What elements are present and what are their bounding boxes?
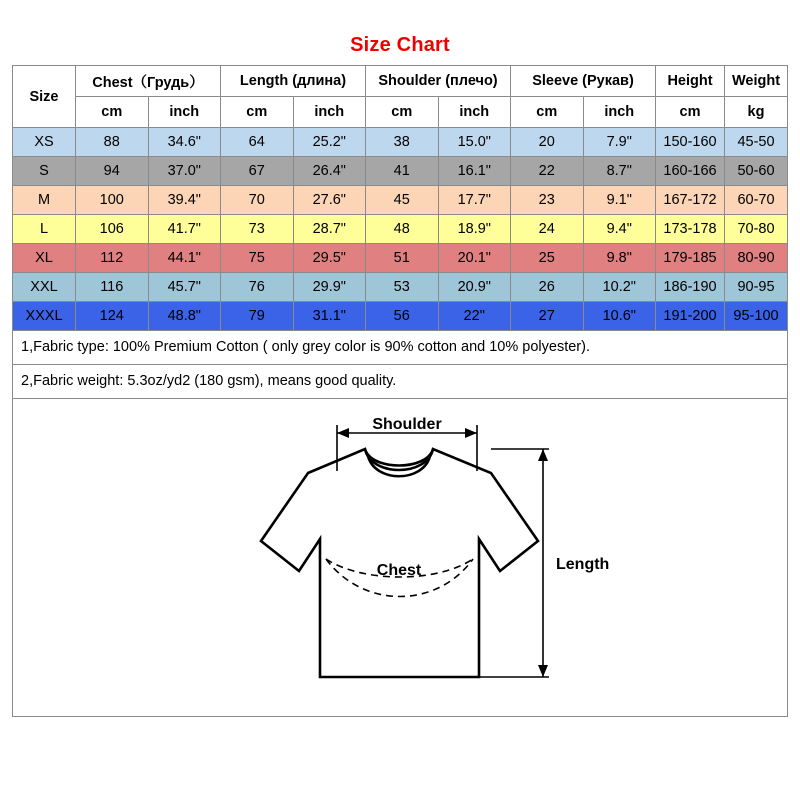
note-fabric-type: 1,Fabric type: 100% Premium Cotton ( only grey color is 90% cotton and 10% polyester).: [12, 331, 788, 365]
page-title: Size Chart: [350, 34, 450, 56]
cell-value: 48: [366, 215, 439, 244]
cell-value: 39.4": [148, 186, 221, 215]
cell-value: 37.0": [148, 157, 221, 186]
cell-value: 23: [511, 186, 584, 215]
cell-value: 9.1": [583, 186, 656, 215]
unit-length-cm: cm: [221, 97, 294, 128]
unit-weight-kg: kg: [725, 97, 788, 128]
cell-value: 22": [438, 302, 511, 331]
cell-size: XXL: [13, 273, 76, 302]
cell-value: 50-60: [725, 157, 788, 186]
cell-value: 34.6": [148, 128, 221, 157]
table-unit-header-row: [13, 97, 788, 128]
cell-value: 44.1": [148, 244, 221, 273]
cell-value: 29.5": [293, 244, 366, 273]
cell-value: 94: [76, 157, 149, 186]
cell-value: 41: [366, 157, 439, 186]
cell-value: 70-80: [725, 215, 788, 244]
cell-value: 67: [221, 157, 294, 186]
cell-value: 17.7": [438, 186, 511, 215]
header-chest: Chest（Грудь）: [76, 66, 221, 97]
header-shoulder: Shoulder (плечо): [366, 66, 511, 97]
cell-value: 38: [366, 128, 439, 157]
cell-value: 45-50: [725, 128, 788, 157]
table-row: [13, 186, 788, 215]
unit-sleeve-cm: cm: [511, 97, 584, 128]
length-label: Length: [556, 556, 610, 573]
unit-chest-cm: cm: [76, 97, 149, 128]
cell-value: 79: [221, 302, 294, 331]
table-row: [13, 273, 788, 302]
cell-size: XXXL: [13, 302, 76, 331]
unit-height-cm: cm: [656, 97, 725, 128]
table-group-header-row: [13, 66, 788, 97]
unit-shoulder-cm: cm: [366, 97, 439, 128]
cell-value: 18.9": [438, 215, 511, 244]
cell-value: 27: [511, 302, 584, 331]
cell-value: 29.9": [293, 273, 366, 302]
cell-value: 186-190: [656, 273, 725, 302]
cell-size: XS: [13, 128, 76, 157]
note-fabric-weight: 2,Fabric weight: 5.3oz/yd2 (180 gsm), means good quality.: [12, 365, 788, 399]
cell-value: 70: [221, 186, 294, 215]
cell-value: 48.8": [148, 302, 221, 331]
cell-value: 25.2": [293, 128, 366, 157]
cell-value: 20: [511, 128, 584, 157]
cell-value: 179-185: [656, 244, 725, 273]
cell-size: L: [13, 215, 76, 244]
cell-value: 100: [76, 186, 149, 215]
cell-value: 75: [221, 244, 294, 273]
table-row: [13, 302, 788, 331]
unit-length-inch: inch: [293, 97, 366, 128]
header-sleeve: Sleeve (Рукав): [511, 66, 656, 97]
cell-value: 45.7": [148, 273, 221, 302]
size-table-head: [13, 66, 788, 128]
cell-size: XL: [13, 244, 76, 273]
cell-value: 16.1": [438, 157, 511, 186]
cell-size: M: [13, 186, 76, 215]
header-size: Size: [13, 66, 76, 128]
cell-value: 88: [76, 128, 149, 157]
cell-value: 73: [221, 215, 294, 244]
cell-value: 20.1": [438, 244, 511, 273]
cell-value: 53: [366, 273, 439, 302]
cell-value: 9.4": [583, 215, 656, 244]
cell-value: 124: [76, 302, 149, 331]
header-length: Length (длина): [221, 66, 366, 97]
cell-value: 25: [511, 244, 584, 273]
cell-value: 76: [221, 273, 294, 302]
cell-value: 56: [366, 302, 439, 331]
header-height: Height: [656, 66, 725, 97]
cell-value: 150-160: [656, 128, 725, 157]
length-measure-arrow: [479, 449, 549, 677]
cell-value: 24: [511, 215, 584, 244]
cell-value: 15.0": [438, 128, 511, 157]
cell-value: 7.9": [583, 128, 656, 157]
unit-shoulder-inch: inch: [438, 97, 511, 128]
cell-value: 90-95: [725, 273, 788, 302]
cell-value: 8.7": [583, 157, 656, 186]
cell-value: 60-70: [725, 186, 788, 215]
cell-value: 95-100: [725, 302, 788, 331]
shoulder-label: Shoulder: [372, 416, 442, 433]
cell-value: 191-200: [656, 302, 725, 331]
table-row: [13, 215, 788, 244]
cell-value: 64: [221, 128, 294, 157]
cell-value: 80-90: [725, 244, 788, 273]
size-table-wrapper: [0, 65, 800, 331]
size-table-body: [13, 128, 788, 331]
cell-value: 160-166: [656, 157, 725, 186]
cell-value: 20.9": [438, 273, 511, 302]
table-row: [13, 157, 788, 186]
notes-section: [0, 331, 800, 399]
cell-value: 51: [366, 244, 439, 273]
table-row: [13, 244, 788, 273]
header-weight: Weight: [725, 66, 788, 97]
cell-value: 45: [366, 186, 439, 215]
cell-value: 116: [76, 273, 149, 302]
cell-value: 26.4": [293, 157, 366, 186]
cell-value: 10.2": [583, 273, 656, 302]
tshirt-diagram: [12, 399, 788, 717]
cell-value: 26: [511, 273, 584, 302]
cell-value: 27.6": [293, 186, 366, 215]
cell-size: S: [13, 157, 76, 186]
cell-value: 22: [511, 157, 584, 186]
table-row: [13, 128, 788, 157]
cell-value: 173-178: [656, 215, 725, 244]
cell-value: 112: [76, 244, 149, 273]
tshirt-svg: [13, 399, 787, 715]
cell-value: 41.7": [148, 215, 221, 244]
unit-sleeve-inch: inch: [583, 97, 656, 128]
size-table: [12, 65, 788, 331]
cell-value: 106: [76, 215, 149, 244]
unit-chest-inch: inch: [148, 97, 221, 128]
cell-value: 28.7": [293, 215, 366, 244]
cell-value: 31.1": [293, 302, 366, 331]
cell-value: 167-172: [656, 186, 725, 215]
cell-value: 9.8": [583, 244, 656, 273]
chest-label: Chest: [376, 562, 422, 579]
cell-value: 10.6": [583, 302, 656, 331]
